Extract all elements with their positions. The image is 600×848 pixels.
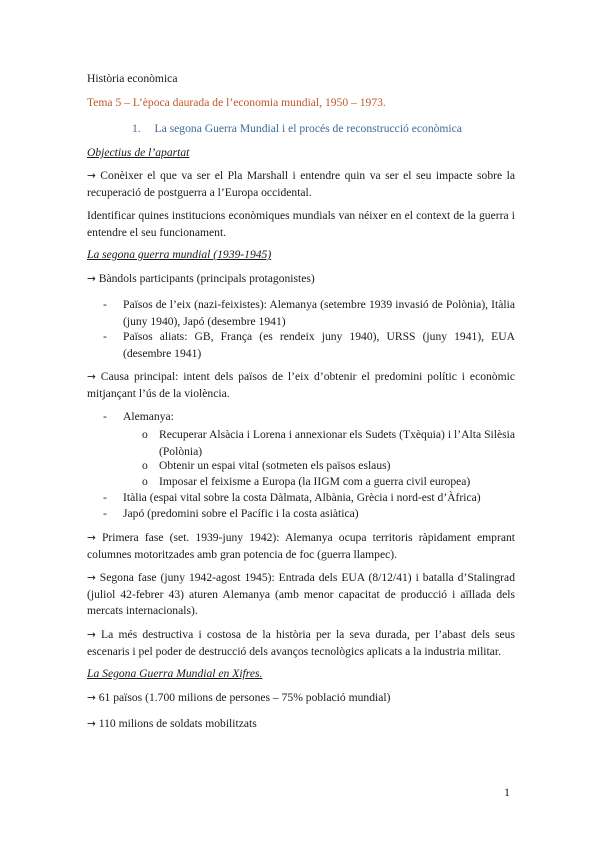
destructive-paragraph [87, 627, 515, 660]
circle-bullet: o [142, 459, 148, 472]
document-header: Història econòmica [87, 72, 178, 85]
dash-bullet: - [103, 507, 107, 520]
axis-text: Països de l’eix (nazi-feixistes): Alemanya (setembre 1939 invasió de Polònia), Itàlia (juny 1940), Japó (desembre 1941) [123, 298, 515, 328]
section-title: La segona Guerra Mundial i el procés de reconstrucció econòmica [154, 122, 462, 135]
section-number: 1. [132, 122, 141, 135]
figures-heading: La Segona Guerra Mundial en Xifres. [87, 667, 263, 680]
sides-text: Bàndols participants (principals protagonistes) [98, 272, 315, 285]
figures-soldiers [87, 716, 515, 733]
allies-text: Països aliats: GB, França (es rendeix juny 1940), URSS (juny 1941), EUA (desembre 1941) [123, 330, 515, 360]
list-item-allies [87, 329, 515, 362]
cause-text: Causa principal: intent dels països de l’eix d’obtenir el predomini polític i econòmic mitjançant l’ús de la violència. [87, 370, 515, 400]
dash-bullet: - [103, 330, 107, 343]
page-number: 1 [504, 785, 510, 799]
germany-goal-2 [87, 458, 515, 475]
germany-goal-1 [87, 427, 515, 460]
document-page [87, 0, 515, 848]
objective-paragraph-1 [87, 168, 515, 201]
arrow-icon: → [87, 532, 96, 544]
countries-text: 61 països (1.700 milions de persones – 75% població mundial) [98, 691, 391, 704]
ww2-heading: La segona guerra mundial (1939-1945) [87, 248, 272, 261]
germany-goal-text: Recuperar Alsàcia i Lorena i annexionar els Sudets (Txèquia) i l’Alta Silèsia (Polònia) [159, 428, 515, 458]
objective-paragraph-2: Identificar quines institucions econòmiques mundials van néixer en el context de la guerra i entendre el seu funcionament. [87, 209, 515, 239]
circle-bullet: o [142, 475, 148, 488]
destructive-text: La més destructiva i costosa de la història per la seva durada, per l’abast dels seus escenaris i pel poder de destrucció dels avanços tecnològics aplicats a la industria militar. [87, 628, 515, 658]
list-item-germany [87, 409, 515, 426]
arrow-icon: → [87, 692, 96, 704]
objective-text-1: Conèixer el que va ser el Pla Marshall i entendre quin va ser el seu impacte sobre la recuperació de postguerra a l’Europa occidental. [87, 169, 515, 199]
germany-label: Alemanya: [123, 410, 174, 423]
objectives-heading: Objectius de l’apartat [87, 146, 190, 159]
dash-bullet: - [103, 491, 107, 504]
arrow-icon: → [87, 718, 96, 730]
phase2-paragraph [87, 570, 515, 620]
germany-goal-text: Imposar el feixisme a Europa (la IIGM com a guerra civil europea) [159, 475, 471, 488]
arrow-icon: → [87, 371, 96, 383]
circle-bullet: o [142, 428, 148, 441]
arrow-icon: → [87, 273, 96, 285]
phase1-paragraph [87, 530, 515, 563]
arrow-icon: → [87, 629, 96, 641]
cause-paragraph [87, 369, 515, 402]
list-item-axis [87, 297, 515, 330]
soldiers-text: 110 milions de soldats mobilitzats [98, 717, 257, 730]
germany-goal-3 [87, 474, 515, 491]
sides-line [87, 271, 515, 288]
list-item-japan [87, 506, 515, 523]
list-item-italy [87, 490, 515, 507]
dash-bullet: - [103, 410, 107, 423]
topic-title: Tema 5 – L’època daurada de l’economia mundial, 1950 – 1973. [87, 96, 386, 109]
japan-text: Japó (predomini sobre el Pacífic i la costa asiàtica) [123, 507, 359, 520]
arrow-icon: → [87, 572, 96, 584]
phase2-text: Segona fase (juny 1942-agost 1945): Entrada dels EUA (8/12/41) i batalla d’Stalingrad (juliol 42-febrer 43) aturen Alemanya (amb menor capacitat de producció i aïllada dels mercats internacionals). [87, 571, 515, 617]
germany-goal-text: Obtenir un espai vital (sotmeten els països eslaus) [159, 459, 391, 472]
arrow-icon: → [87, 170, 96, 182]
italy-text: Itàlia (espai vital sobre la costa Dàlmata, Albània, Grècia i nord-est d’Àfrica) [123, 491, 481, 504]
figures-countries [87, 690, 515, 707]
phase1-text: Primera fase (set. 1939-juny 1942): Alemanya ocupa territoris ràpidament emprant columnes motoritzades amb gran potencia de foc (guerra llampec). [87, 531, 515, 561]
section-heading [132, 121, 515, 138]
dash-bullet: - [103, 298, 107, 311]
